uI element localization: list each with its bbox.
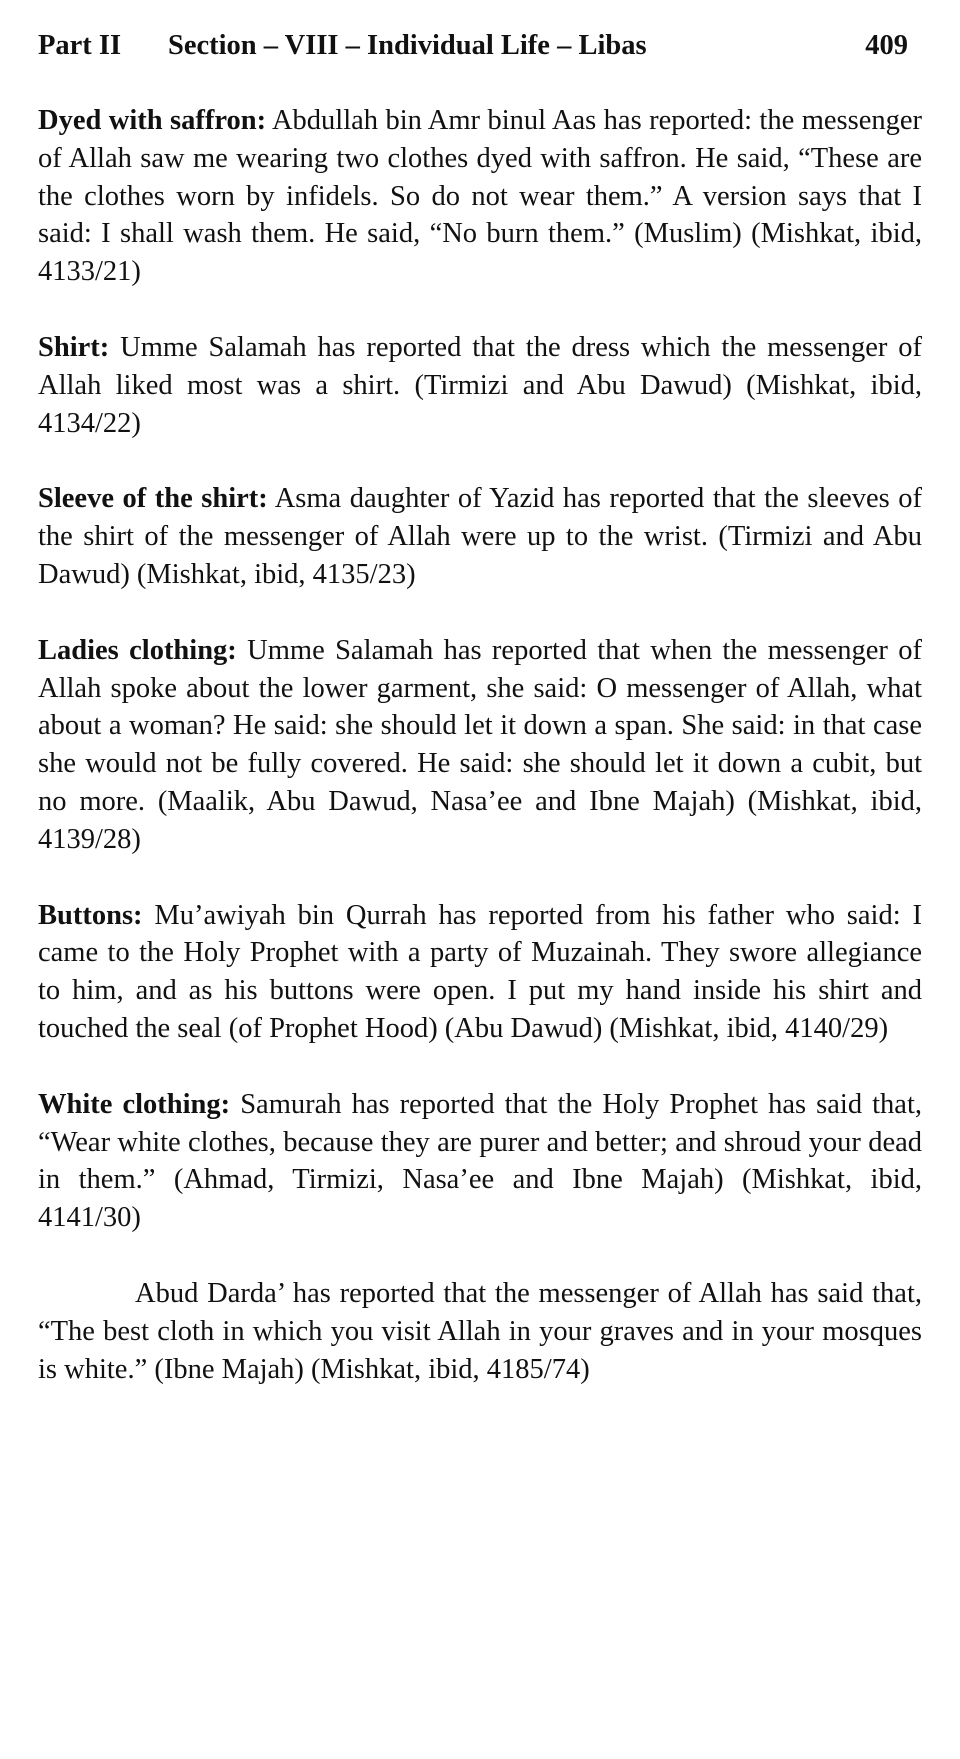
paragraph-text: Samurah has reported that the Holy Prophet has said that, “Wear white clothes, because they are purer and better; and shroud your dead in them.” (Ahmad, Tirmizi, Nasa’ee and Ibne Majah) (Mishkat, ibid, 4141/30) [38,1088,922,1234]
paragraph-term: Sleeve of the shirt: [38,483,268,515]
running-header [38,26,908,66]
paragraph-text: Umme Salamah has reported that the dress which the messenger of Allah liked most was a shirt. (Tirmizi and Abu Dawud) (Mishkat, ibid, 4134/22) [38,331,922,439]
paragraph-abud-darda [38,1275,922,1388]
paragraph-term: Shirt: [38,331,110,363]
paragraph-text: Mu’awiyah bin Qurrah has reported from his father who said: I came to the Holy Prophet with a party of Muzainah. They swore allegiance to him, and as his buttons were open. I put my hand inside his shirt and touched the seal (of Prophet Hood) (Abu Dawud) (Mishkat, ibid, 4140/29) [38,899,922,1044]
header-section-title: Section – VIII – Individual Life – Libas [168,30,647,61]
paragraph-text: Abdullah bin Amr binul Aas has reported: the messenger of Allah saw me wearing two clothes dyed with saffron. He said, “These are the clothes worn by infidels. So do not wear them.” A version says that I said: I shall wash them. He said, “No burn them.” (Muslim) (Mishkat, ibid, 4133/21) [38,105,922,288]
paragraph-term: Dyed with saffron: [38,105,267,136]
paragraph-ladies-clothing [38,632,922,859]
paragraph-text: Umme Salamah has reported that when the messenger of Allah spoke about the lower garment, she said: O messenger of Allah, what about a woman? He said: she should let it down a span. She said: in that case she would not be fully covered. He said: she should let it down a cubit, but no more. (Maalik, Abu Dawud, Nasa’ee and Ibne Majah) (Mishkat, ibid, 4139/28) [38,634,922,855]
paragraph-sleeve-of-the-shirt [38,480,922,593]
paragraph-term: Buttons: [38,899,143,931]
paragraph-shirt [38,329,922,442]
paragraph-text: Abud Darda’ has reported that the messenger of Allah has said that, “The best cloth in which you visit Allah in your graves and in your mosques is white.” (Ibne Majah) (Mishkat, ibid, 4185/74) [38,1277,922,1385]
page-body [38,102,922,1426]
paragraph-buttons [38,897,922,1048]
paragraph-term: White clothing: [38,1088,231,1120]
paragraph-white-clothing [38,1086,922,1237]
paragraph-dyed-with-saffron [38,102,922,291]
page-number: 409 [865,30,908,61]
paragraph-text: Asma daughter of Yazid has reported that the sleeves of the shirt of the messenger of Allah were up to the wrist. (Tirmizi and Abu Dawud) (Mishkat, ibid, 4135/23) [38,483,922,590]
paragraph-term: Ladies clothing: [38,634,237,666]
header-part: Part II [38,30,122,61]
